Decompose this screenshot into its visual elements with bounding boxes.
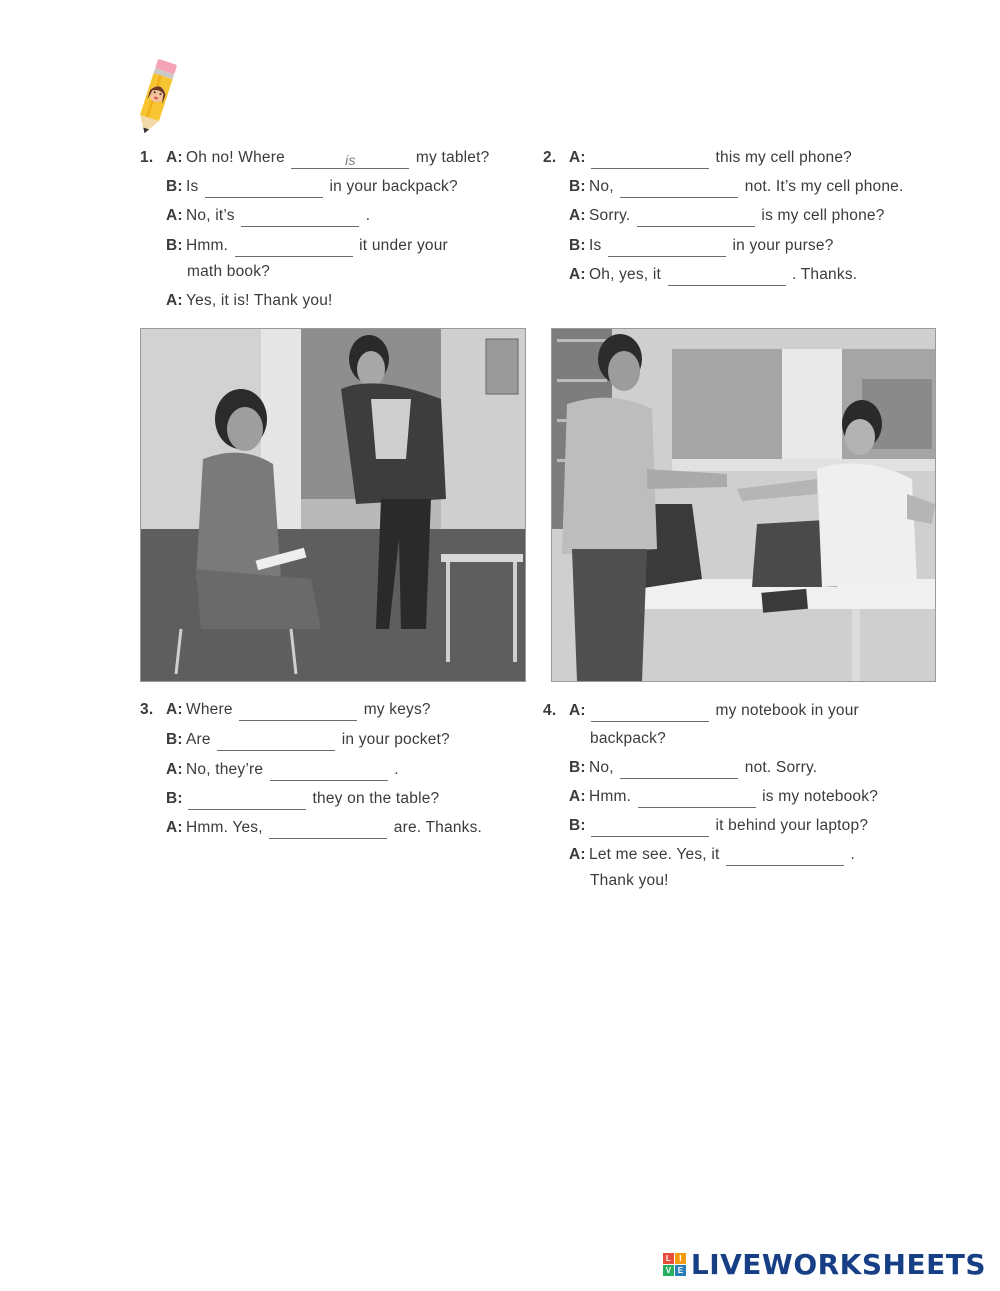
- dialogue-line: [543, 149, 852, 169]
- badge-letter: L: [663, 1253, 674, 1264]
- speaker-label: A:: [166, 207, 183, 224]
- dialogue-text: are. Thanks.: [393, 819, 483, 836]
- answer-blank[interactable]: [638, 791, 756, 808]
- dialogue-text: Sorry.: [589, 207, 631, 224]
- answer-blank[interactable]: [591, 820, 709, 837]
- speaker-label: A:: [569, 702, 586, 719]
- dialogue-text: Hmm.: [186, 237, 229, 254]
- dialogue-text: my tablet?: [415, 149, 490, 166]
- dialogue-text: Is: [186, 178, 199, 195]
- dialogue-line: [543, 759, 817, 779]
- speaker-label: A:: [166, 149, 183, 166]
- answer-blank[interactable]: [591, 152, 709, 169]
- answer-blank[interactable]: [241, 210, 359, 227]
- dialogue-text: .: [365, 207, 371, 224]
- dialogue-text: my keys?: [363, 701, 431, 718]
- liveworksheets-badge-icon: [663, 1253, 686, 1276]
- dialogue-text: Oh no! Where: [186, 149, 285, 166]
- answer-blank[interactable]: [620, 762, 738, 779]
- speaker-label: A:: [569, 846, 586, 863]
- dialogue-text: Hmm.: [589, 788, 632, 805]
- dialogue-text: No, it’s: [186, 207, 235, 224]
- brand-name: LIVEWORKSHEETS: [690, 1248, 986, 1281]
- dialogue-text: not. It’s my cell phone.: [744, 178, 904, 195]
- answer-blank[interactable]: [726, 849, 844, 866]
- dialogue-line: [543, 178, 904, 198]
- answer-blank[interactable]: [637, 210, 755, 227]
- badge-letter: E: [675, 1265, 686, 1276]
- dialogue-line: [187, 263, 270, 281]
- dialogue-line: [140, 292, 333, 310]
- speaker-label: A:: [166, 292, 183, 309]
- photo-library: [551, 328, 936, 682]
- answer-blank[interactable]: is: [291, 152, 409, 169]
- dialogue-text: . Thanks.: [792, 266, 858, 283]
- answer-blank[interactable]: [235, 240, 353, 257]
- dialogue-text: Oh, yes, it: [589, 266, 661, 283]
- dialogue-text: No,: [589, 178, 614, 195]
- exercise-number: 4.: [543, 702, 557, 719]
- dialogue-text: in your purse?: [732, 237, 834, 254]
- dialogue-line: [543, 207, 885, 227]
- dialogue-line: [543, 846, 855, 866]
- dialogue-line: [140, 701, 431, 721]
- answer-blank[interactable]: [217, 734, 335, 751]
- dialogue-text: Hmm. Yes,: [186, 819, 263, 836]
- dialogue-line: [140, 790, 439, 810]
- speaker-label: A:: [166, 761, 183, 778]
- exercise-number: 2.: [543, 149, 557, 166]
- speaker-label: B:: [166, 178, 183, 195]
- dialogue-text: it behind your laptop?: [715, 817, 869, 834]
- dialogue-text: in your pocket?: [341, 731, 450, 748]
- dialogue-text: it under your: [359, 237, 448, 254]
- dialogue-text: is my cell phone?: [761, 207, 885, 224]
- dialogue-line: [140, 207, 370, 227]
- dialogue-line: [140, 149, 489, 169]
- speaker-label: A:: [569, 207, 586, 224]
- dialogue-text: my notebook in your: [715, 702, 859, 719]
- dialogue-text: Is: [589, 237, 602, 254]
- dialogue-text: this my cell phone?: [715, 149, 852, 166]
- dialogue-text: they on the table?: [312, 790, 440, 807]
- dialogue-text: not. Sorry.: [744, 759, 818, 776]
- answer-blank[interactable]: [620, 181, 738, 198]
- speaker-label: B:: [166, 237, 183, 254]
- speaker-label: B:: [166, 731, 183, 748]
- dialogue-line: [140, 237, 448, 257]
- photo-living-room: [140, 328, 526, 682]
- answer-blank[interactable]: [668, 269, 786, 286]
- dialogue-text: No,: [589, 759, 614, 776]
- dialogue-text: Are: [186, 731, 211, 748]
- dialogue-text: Yes, it is! Thank you!: [186, 292, 333, 309]
- dialogue-line: [590, 872, 669, 890]
- dialogue-line: [140, 178, 458, 198]
- exercise-number: 1.: [140, 149, 154, 166]
- dialogue-line: [543, 788, 878, 808]
- dialogue-line: [543, 237, 834, 257]
- speaker-label: B:: [569, 817, 586, 834]
- speaker-label: A:: [166, 819, 183, 836]
- answer-blank[interactable]: [270, 764, 388, 781]
- dialogue-text: No, they’re: [186, 761, 264, 778]
- dialogue-text: Let me see. Yes, it: [589, 846, 720, 863]
- answer-blank[interactable]: [608, 240, 726, 257]
- dialogue-line: [543, 817, 868, 837]
- dialogue-text: .: [850, 846, 856, 863]
- speaker-label: B:: [569, 237, 586, 254]
- speaker-label: A:: [166, 701, 183, 718]
- speaker-label: B:: [569, 759, 586, 776]
- answer-blank[interactable]: [188, 793, 306, 810]
- speaker-label: A:: [569, 266, 586, 283]
- dialogue-text: backpack?: [590, 730, 666, 747]
- answer-blank[interactable]: [591, 705, 709, 722]
- badge-letter: V: [663, 1265, 674, 1276]
- dialogue-line: [543, 266, 857, 286]
- dialogue-text: Thank you!: [590, 872, 669, 889]
- dialogue-text: Where: [186, 701, 233, 718]
- speaker-label: B:: [166, 790, 183, 807]
- dialogue-line: [140, 731, 450, 751]
- badge-letter: I: [675, 1253, 686, 1264]
- dialogue-line: [140, 761, 399, 781]
- dialogue-line: [543, 702, 859, 722]
- answer-blank[interactable]: [239, 704, 357, 721]
- speaker-label: B:: [569, 178, 586, 195]
- dialogue-text: in your backpack?: [329, 178, 458, 195]
- dialogue-text: math book?: [187, 263, 270, 280]
- dialogue-text: .: [394, 761, 399, 778]
- answer-blank[interactable]: [269, 822, 387, 839]
- answer-blank[interactable]: [205, 181, 323, 198]
- speaker-label: A:: [569, 788, 586, 805]
- speaker-label: A:: [569, 149, 586, 166]
- dialogue-line: [140, 819, 482, 839]
- liveworksheets-logo[interactable]: [663, 1248, 986, 1281]
- pencil-girl-icon: [128, 58, 184, 138]
- dialogue-text: is my notebook?: [762, 788, 879, 805]
- dialogue-line: [590, 730, 666, 748]
- exercise-number: 3.: [140, 701, 154, 718]
